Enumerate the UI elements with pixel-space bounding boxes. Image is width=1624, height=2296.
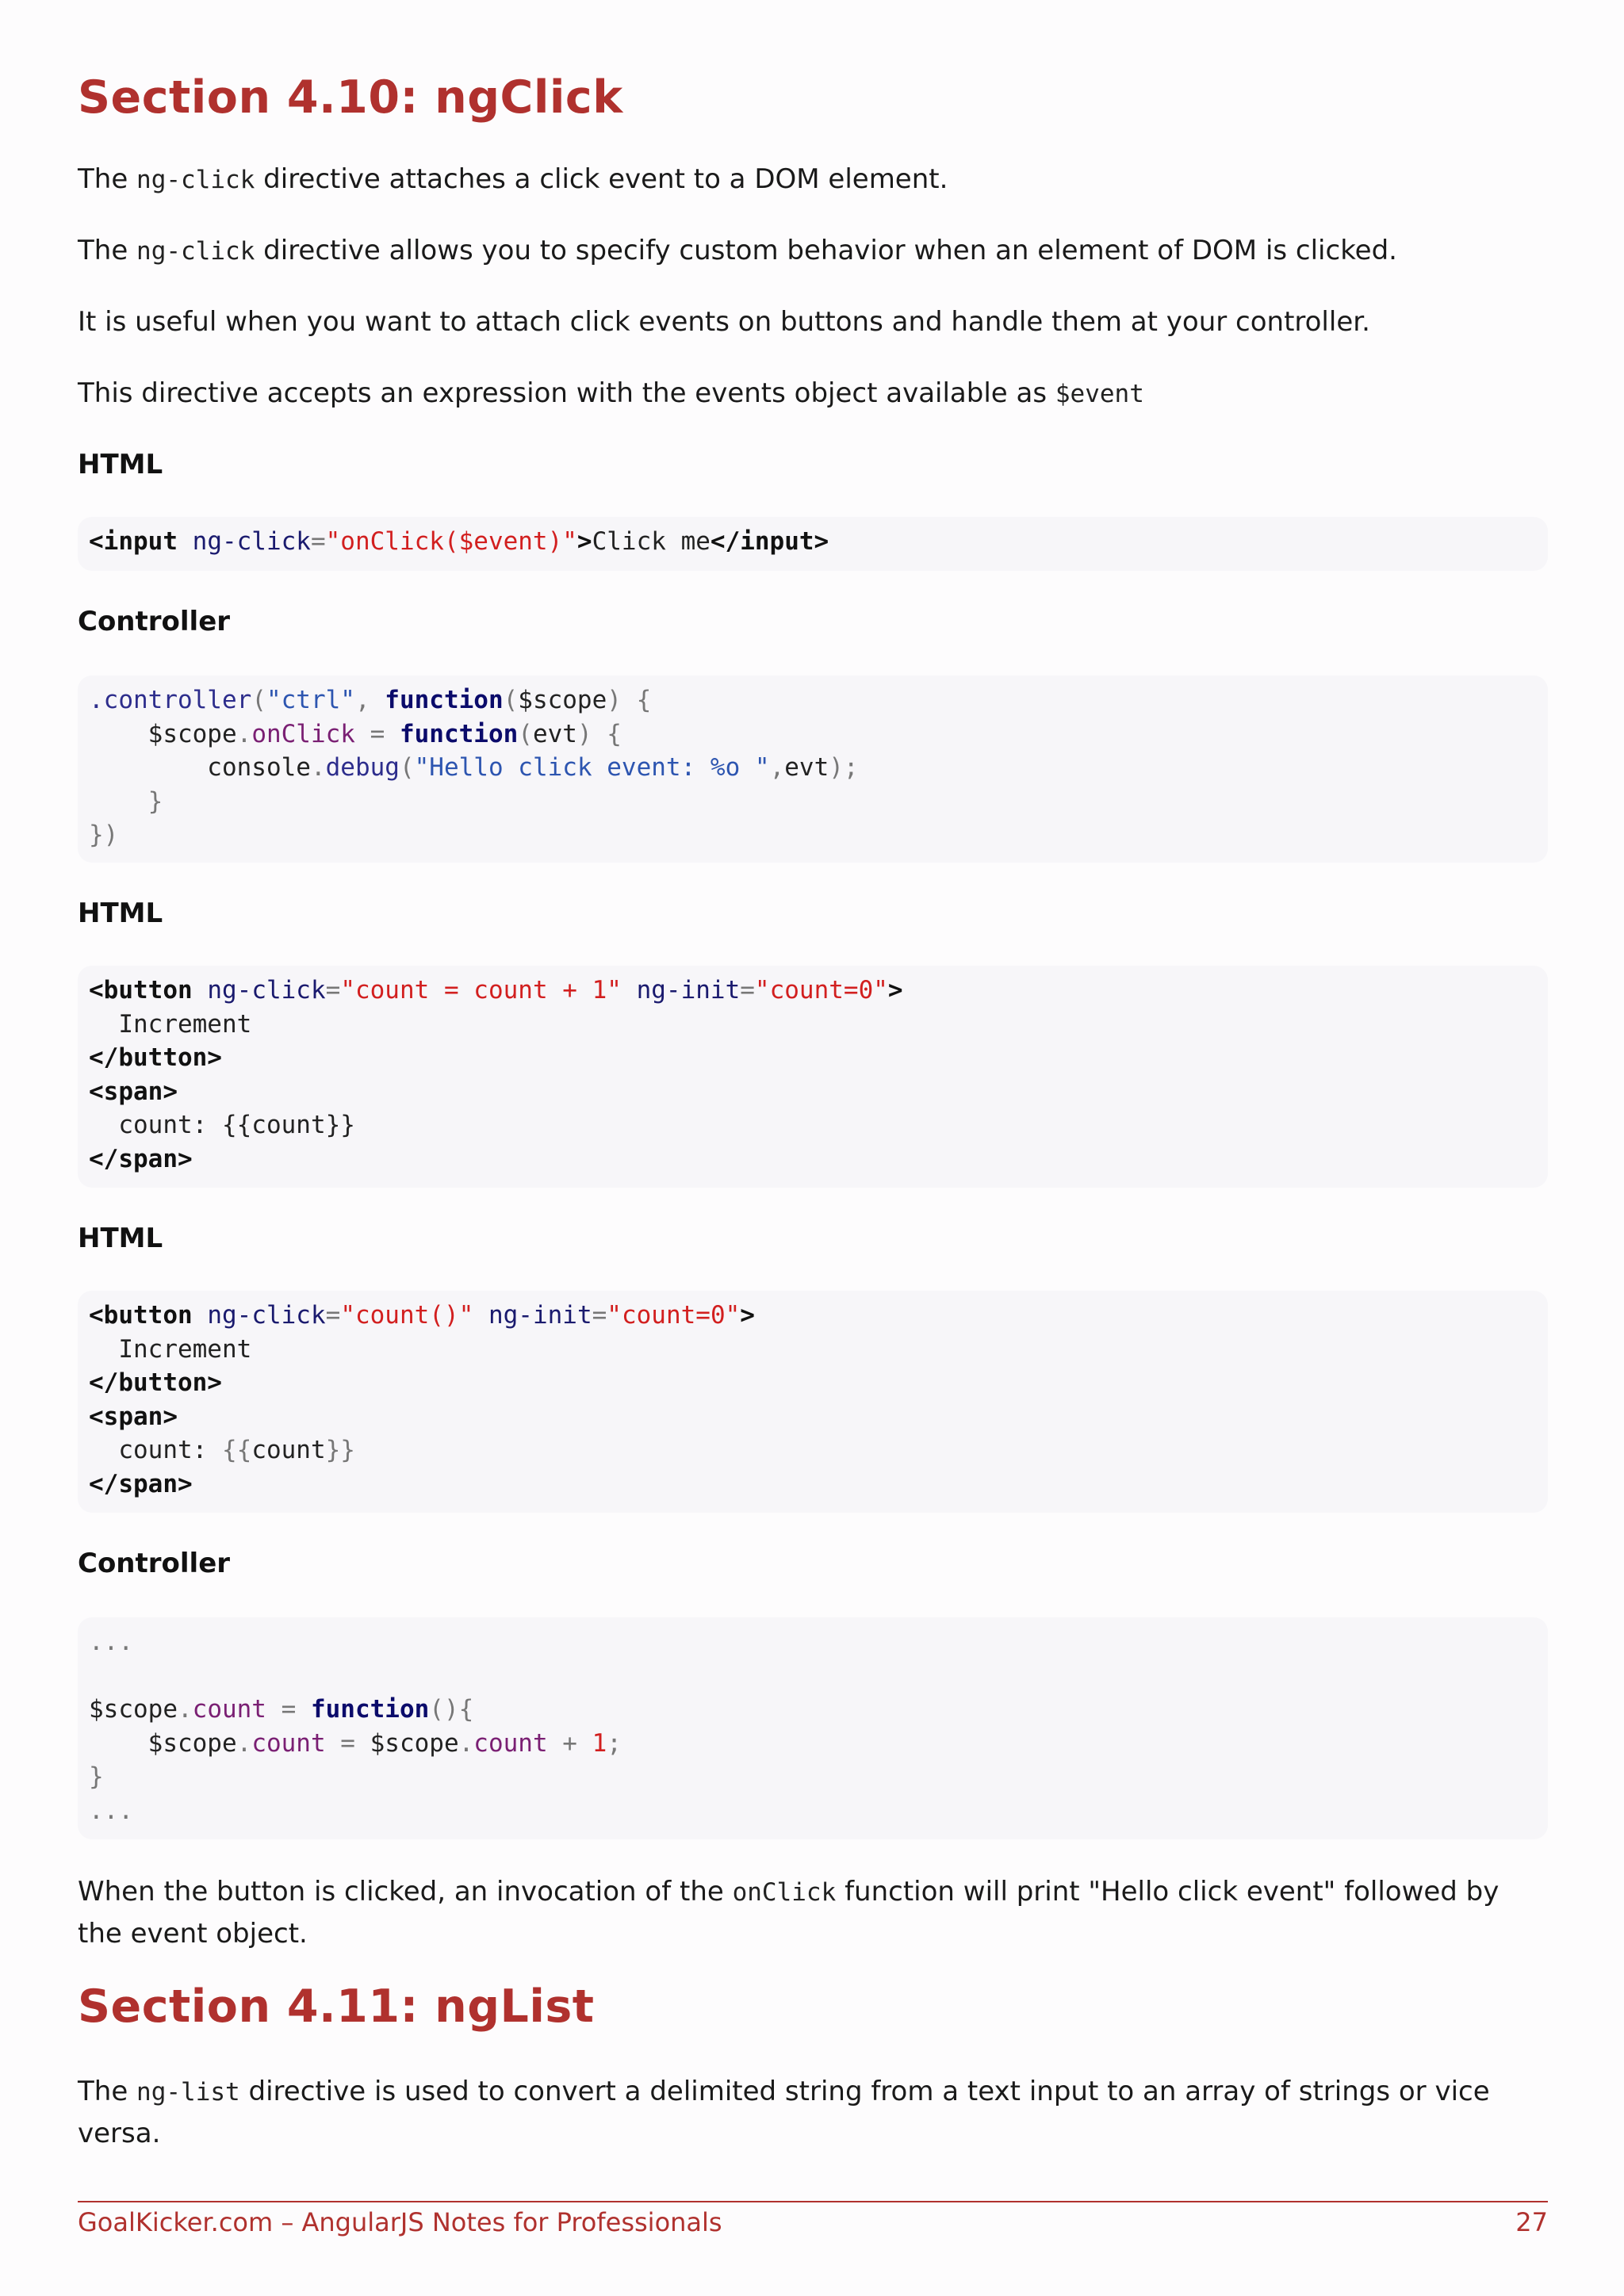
paragraph xyxy=(78,230,1548,272)
text: The xyxy=(78,235,137,266)
code-line: $scope.count = $scope.count + 1; xyxy=(89,1728,622,1758)
paragraph xyxy=(78,2071,1548,2154)
code-line: } xyxy=(89,1762,104,1791)
text: directive allows you to specify custom behavior when an element of DOM is clicked. xyxy=(255,235,1397,266)
code-block xyxy=(78,966,1548,1188)
code-line: <span> xyxy=(89,1402,178,1431)
paragraph xyxy=(78,373,1548,415)
code-line: <button ng-click="count = count + 1" ng-init="count=0"> xyxy=(89,976,903,1004)
section-title: Section 4.10: ngClick xyxy=(78,71,623,124)
footer-link[interactable]: GoalKicker.com – AngularJS Notes for Professionals xyxy=(78,2207,722,2237)
code-line: count: {{count}} xyxy=(89,1111,355,1139)
inline-code: ng-click xyxy=(136,237,255,266)
inline-code: ng-click xyxy=(136,166,255,194)
code-label: HTML xyxy=(78,897,163,929)
code-line: </button> xyxy=(89,1043,222,1072)
code-line: Increment xyxy=(89,1009,252,1039)
code-line: ... xyxy=(89,1796,133,1825)
text: The xyxy=(78,2076,137,2107)
footer-divider xyxy=(78,2201,1548,2202)
code-line: ... xyxy=(89,1628,133,1656)
text: This directive accepts an expression with the events object available as xyxy=(78,377,1055,409)
code-block xyxy=(78,1291,1548,1513)
code-line: }) xyxy=(89,821,119,849)
code-label: Controller xyxy=(78,1548,231,1579)
code-line: $scope.count = function(){ xyxy=(89,1695,474,1724)
code-line: Increment xyxy=(89,1334,252,1364)
code-line: </button> xyxy=(89,1368,222,1397)
code-line: </span> xyxy=(89,1144,193,1173)
code-line: <span> xyxy=(89,1077,178,1106)
section-title: Section 4.11: ngList xyxy=(78,1980,595,2033)
paragraph xyxy=(78,159,1548,201)
code-line: console.debug("Hello click event: %o ",evt); xyxy=(89,753,859,782)
code-line: </span> xyxy=(89,1469,193,1498)
text: The xyxy=(78,163,137,195)
code-line: <button ng-click="count()" ng-init="count=0"> xyxy=(89,1301,755,1330)
code-line xyxy=(89,1659,1537,1693)
inline-code: $event xyxy=(1055,380,1144,408)
code-block xyxy=(78,1617,1548,1839)
code-label: HTML xyxy=(78,449,163,480)
inline-code: onClick xyxy=(732,1878,837,1907)
code-label: Controller xyxy=(78,606,231,637)
code-block xyxy=(78,675,1548,863)
code-line: .controller("ctrl", function($scope) { xyxy=(89,686,652,714)
text: When the button is clicked, an invocation of the xyxy=(78,1876,733,1908)
text: directive attaches a click event to a DOM element. xyxy=(255,163,948,195)
code-line: } xyxy=(89,786,163,816)
paragraph: It is useful when you want to attach click events on buttons and handle them at your controller. xyxy=(78,306,1370,338)
code-line: count: {{count}} xyxy=(89,1436,355,1464)
text: directive is used to convert a delimited string from a text input to an array of strings or vice versa. xyxy=(78,2076,1490,2149)
code-label: HTML xyxy=(78,1223,163,1254)
code-block xyxy=(78,517,1548,571)
code-line: <input ng-click="onClick($event)">Click me</input> xyxy=(89,527,829,556)
page-number: 27 xyxy=(1515,2207,1548,2237)
code-line: $scope.onClick = function(evt) { xyxy=(89,719,622,748)
text: function will print "Hello click event" followed by the event object. xyxy=(78,1876,1500,1950)
inline-code: ng-list xyxy=(136,2078,240,2107)
paragraph xyxy=(78,1871,1548,1954)
